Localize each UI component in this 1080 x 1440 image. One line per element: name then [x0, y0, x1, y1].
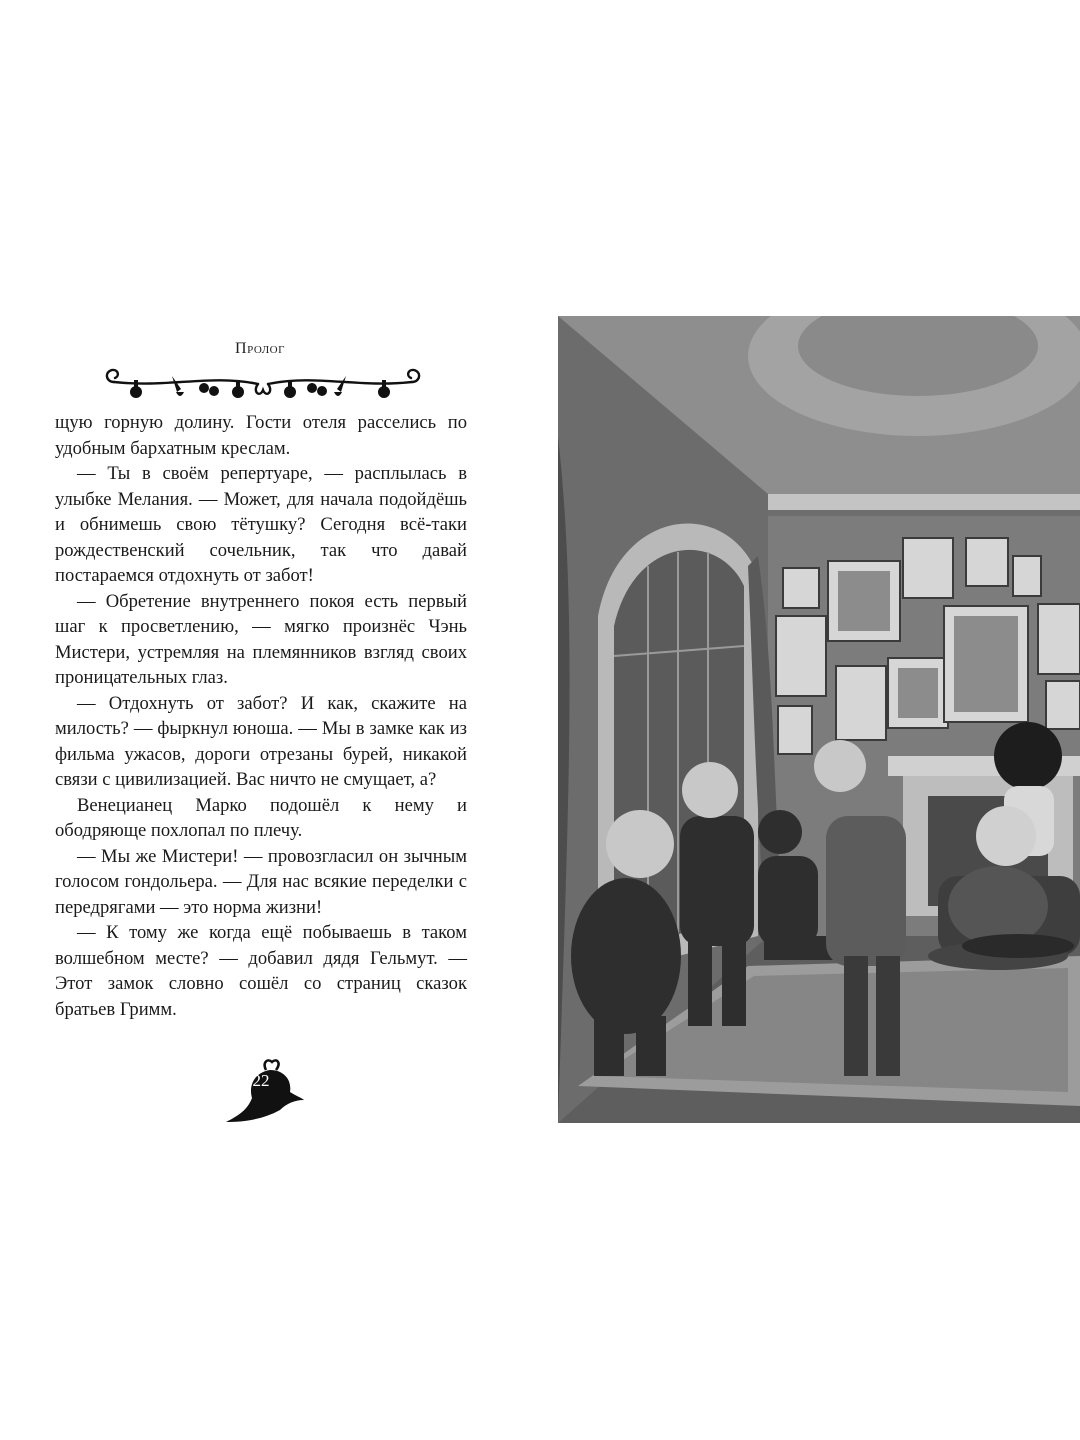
running-head: Пролог — [235, 340, 285, 357]
paragraph: щую горную долину. Гости отеля расселись по удобным бархатным креслам. — [55, 412, 467, 459]
paragraph: Венецианец Марко подошёл к нему и ободряюще похлопал по плечу. — [55, 794, 467, 841]
paragraph: — К тому же когда ещё побываешь в таком волшебном месте? — добавил дядя Гельмут. — Этот замок словно сошёл со страниц сказок братьев Гримм. — [55, 922, 467, 1020]
paragraph: — Ты в своём репертуаре, — расплылась в улыбке Мелания. — Может, для начала подойдёшь и обнимешь свою тётушку? Сегодня всё-таки рождественский сочельник, так что давай постараемся отдохнуть от забот! — [55, 463, 467, 586]
page-number: 22 — [252, 1071, 270, 1090]
paragraph: — Обретение внутреннего покоя есть первый шаг к просветлению, — мягко произнёс Чэнь Мистери, устремляя на племянников взгляд своих проницательных глаз. — [55, 590, 467, 688]
illustration-scene — [558, 316, 1080, 1123]
body-text — [55, 410, 467, 1022]
paragraph: — Отдохнуть от забот? И как, скажите на милость? — фыркнул юноша. — Мы в замке как из фильма ужасов, дороги отрезаны бурей, никакой связи с цивилизацией. Вас ничто не смущает, а? — [55, 692, 467, 790]
illustration-drawing-room — [558, 316, 1080, 1123]
paragraph: — Мы же Мистери! — провозгласил он зычным голосом гондольера. — Для нас всякие переделки с передрягами — это норма жизни! — [55, 845, 467, 918]
garland-ornament-icon — [100, 358, 426, 408]
